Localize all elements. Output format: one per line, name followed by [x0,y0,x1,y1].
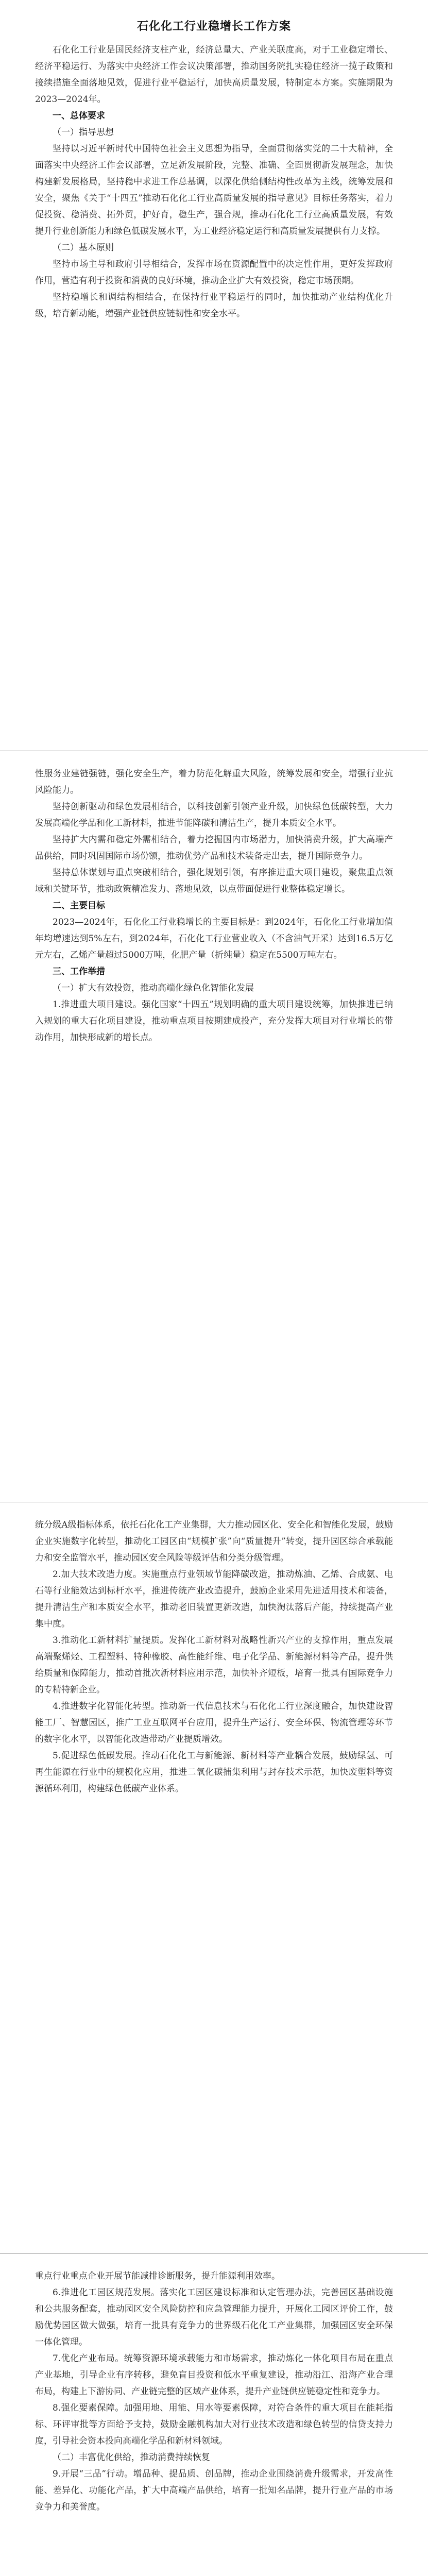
section-heading: 二、主要目标 [53,901,105,911]
section-heading: 三、工作举措 [53,967,105,977]
document-page-4 [0,2253,428,2576]
document-title: 石化化工行业稳增长工作方案 [136,20,291,33]
body-paragraph: 2023—2024年，石化化工行业稳增长的主要目标是：到2024年，石化化工行业增加值年均增速达到5%左右，到2024年，石化化工行业营业收入（不含油气开采）达到16.5万亿元左右，乙烯产量超过5000万吨，化肥产量（折纯量）稳定在5500万吨左右。 [35,917,393,960]
section-heading: 一、总体要求 [53,111,105,121]
document-page-1 [0,0,428,751]
body-paragraph: 9.开展“三品”行动。增品种、提品质、创品牌，推动企业围绕消费升级需求，开发高性能、差异化、功能化产品，扩大中高端产品供给，培育一批知名品牌，提升行业产品的市场竞争力和美誉度。 [35,2469,393,2512]
subsection-heading: （二）丰富优化供给，推动消费持续恢复 [53,2452,210,2463]
body-paragraph: 统分级A级指标体系，依托石化化工产业集群，大力推动园区化、安全化和智能化发展，鼓励企业实施数字化转型，推动化工园区由“规模扩张”向“质量提升”转变，提升园区综合承载能力和安全监管水平，推动园区安全风险等级评估和分类分级管理。 [35,1520,393,1563]
subsection-heading: （一）指导思想 [53,127,114,138]
body-paragraph: 4.推进数字化智能化转型。推动新一代信息技术与石化化工行业深度融合，加快建设智能工厂、智慧园区，推广工业互联网平台应用，提升生产运行、安全环保、物流管理等环节的数字化水平，以智能化改造带动产业提质增效。 [35,1701,393,1744]
body-paragraph: 3.推动化工新材料扩量提质。发挥化工新材料对战略性新兴产业的支撑作用，重点发展高端聚烯烃、工程塑料、特种橡胶、高性能纤维、电子化学品、新能源材料等产品，提升供给质量和保障能力，推动首批次新材料应用示范，加快补齐短板，培育一批具有国际竞争力的专精特新企业。 [35,1635,393,1695]
page-content [35,1517,393,1797]
body-paragraph: 5.促进绿色低碳发展。推动石化化工与新能源、新材料等产业耦合发展，鼓励绿氢、可再生能源在行业中的规模化应用，推进二氧化碳捕集利用与封存技术示范，加快废塑料等资源循环利用，构建绿色低碳产业体系。 [35,1751,393,1794]
body-paragraph: 7.优化产业布局。统筹资源环境承载能力和市场需求，推动炼化一体化项目布局在重点产业基地，引导企业有序转移，避免盲目投资和低水平重复建设，推动沿江、沿海产业合理布局，构建上下游协同、产业链完整的区域产业体系，提升产业链供应链稳定性和竞争力。 [35,2353,393,2397]
document-page-2 [0,751,428,1502]
body-paragraph: 8.强化要素保障。加强用地、用能、用水等要素保障，对符合条件的重大项目在能耗指标、环评审批等方面给予支持，鼓励金融机构加大对行业技术改造和绿色转型的信贷支持力度，引导社会资本投向高端化学品和新材料领域。 [35,2403,393,2446]
body-paragraph: 坚持稳增长和调结构相结合，在保持行业平稳运行的同时，加快推动产业结构优化升级，培育新动能，增强产业链供应链韧性和安全水平。 [35,292,393,319]
page-content [35,766,393,1046]
body-paragraph: 坚持创新驱动和绿色发展相结合，以科技创新引领产业升级，加快绿色低碳转型，大力发展高端化学品和化工新材料，推进节能降碳和清洁生产，提升本质安全水平。 [35,802,393,828]
document-page-3 [0,1502,428,2253]
body-paragraph: 2.加大技术改造力度。实施重点行业领域节能降碳改造，推动炼油、乙烯、合成氨、电石等行业能效达到标杆水平，推进传统产业改造提升，鼓励企业采用先进适用技术和装备，提升清洁生产和本质安全水平，推动老旧装置更新改造，加快淘汰落后产能，持续提高产业集中度。 [35,1569,393,1629]
body-paragraph: 1.推进重大项目建设。强化国家“十四五”规划明确的重大项目建设统筹，加快推进已纳入规划的重大石化项目建设，推动重点项目按期建成投产，充分发挥大项目对行业增长的带动作用，加快形成新的增长点。 [35,999,393,1043]
page-content [35,42,393,322]
subsection-heading: （二）基本原则 [53,243,114,253]
body-paragraph: 坚持市场主导和政府引导相结合，发挥市场在资源配置中的决定性作用，更好发挥政府作用，营造有利于投资和消费的良好环境，推动企业扩大有效投资，稳定市场预期。 [35,259,393,286]
page-content [35,2268,393,2515]
body-paragraph: 坚持总体谋划与重点突破相结合，强化规划引领，有序推进重大项目建设，聚焦重点领域和关键环节，推动政策精准发力、落地见效，以点带面促进行业整体稳定增长。 [35,868,393,894]
body-paragraph: 性服务业建链强链，强化安全生产，着力防范化解重大风险，统筹发展和安全，增强行业抗风险能力。 [35,769,393,795]
body-paragraph: 6.推进化工园区规范发展。落实化工园区建设标准和认定管理办法，完善园区基础设施和公共服务配套，推动园区安全风险防控和应急管理能力提升，开展化工园区评价工作，鼓励优势园区做大做强，培育一批具有竞争力的世界级石化化工产业集群，加强园区安全环保一体化管理。 [35,2287,393,2347]
body-paragraph: 坚持扩大内需和稳定外需相结合，着力挖掘国内市场潜力，加快消费升级，扩大高端产品供给，同时巩固国际市场份额，推动优势产品和技术装备走出去，提升国际竞争力。 [35,835,393,861]
body-paragraph: 坚持以习近平新时代中国特色社会主义思想为指导，全面贯彻落实党的二十大精神，全面落实中央经济工作会议部署，立足新发展阶段，完整、准确、全面贯彻新发展理念，加快构建新发展格局，坚持稳中求进工作总基调，以深化供给侧结构性改革为主线，统筹发展和安全，聚焦《关于“十四五”推动石化化工行业高质量发展的指导意见》目标任务落实，着力促投资、稳消费、拓外贸，护好育，稳生产，强合规，推动石化化工行业高质量发展，有效提升行业创新能力和绿色低碳发展水平，为工业经济稳定运行和高质量发展提供有力支撑。 [35,144,393,236]
subsection-heading: （一）扩大有效投资，推动高端化绿色化智能化发展 [53,983,254,993]
body-paragraph: 重点行业重点企业开展节能减排诊断服务，提升能源利用效率。 [35,2271,280,2281]
body-paragraph: 石化化工行业是国民经济支柱产业，经济总量大、产业关联度高，对于工业稳定增长、经济平稳运行、为落实中央经济工作会议决策部署，推动国务院扎实稳住经济一揽子政策和接续措施全面落地见效，促进行业平稳运行，加快高质量发展，特制定本方案。实施期限为2023—2024年。 [35,45,393,105]
